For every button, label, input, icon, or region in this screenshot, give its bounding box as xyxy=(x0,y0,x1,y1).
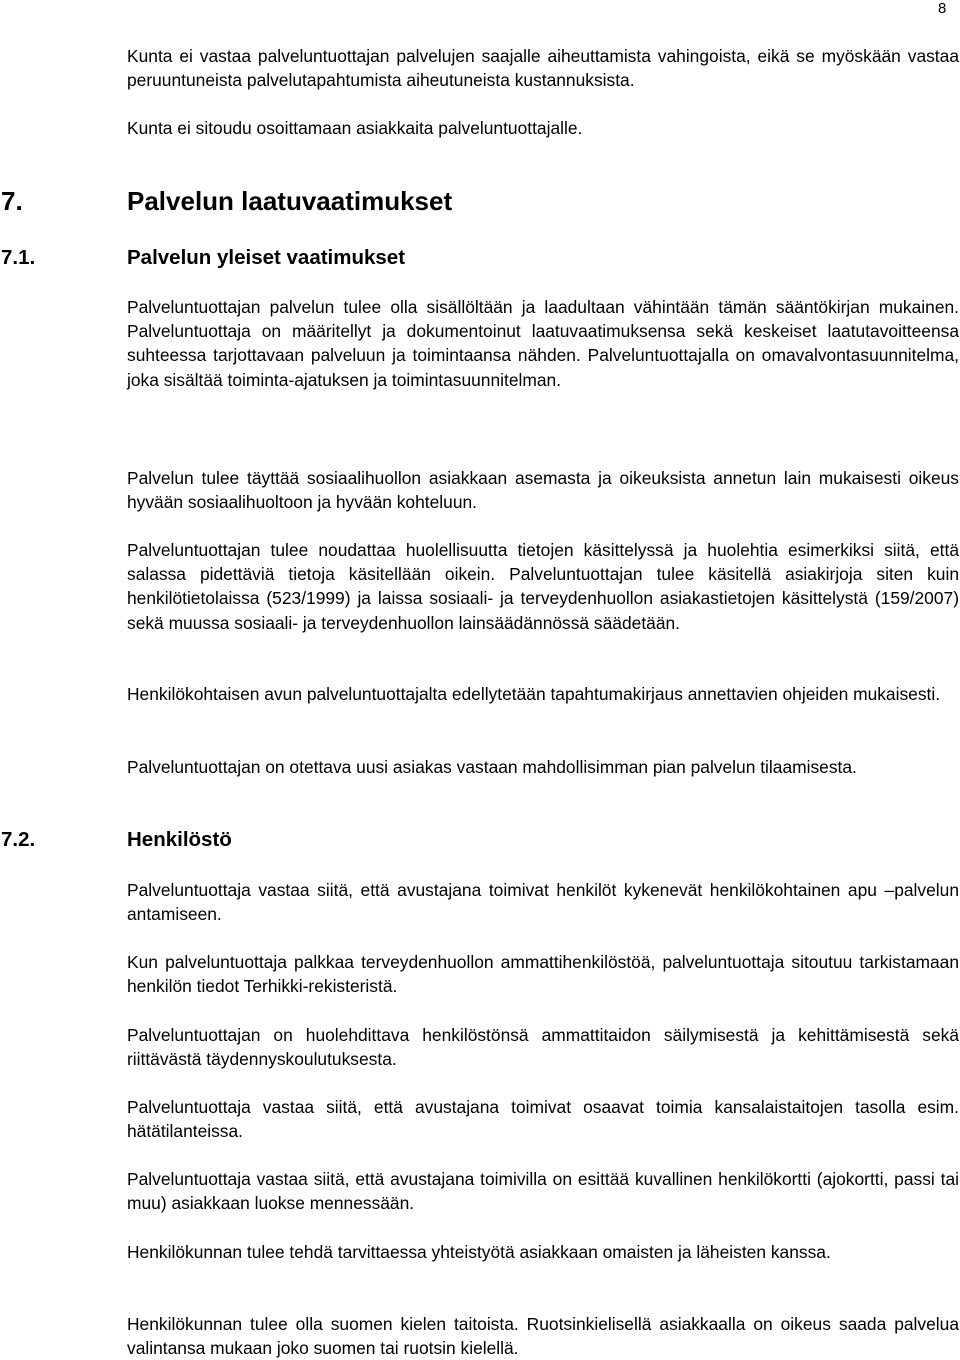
paragraph-social-welfare-rights: Palvelun tulee täyttää sosiaalihuollon asiakkaan asemasta ja oikeuksista annetun lain mukaisesti oikeus hyvään sosiaalihuoltoon ja hyvään kohteluun. xyxy=(127,468,959,513)
paragraph-language-skills: Henkilökunnan tulee olla suomen kielen taitoista. Ruotsinkielisellä asiakkaalla on oikeus saada palvelua valintansa mukaan joko suomen tai ruotsin kielellä. xyxy=(127,1314,959,1359)
page-number: 8 xyxy=(938,0,947,17)
paragraph-no-commitment: Kunta ei sitoudu osoittamaan asiakkaita palveluntuottajalle. xyxy=(127,118,583,138)
section-7-1-number: 7.1. xyxy=(1,246,36,269)
section-7-2-title: Henkilöstö xyxy=(127,828,232,851)
paragraph-cooperation: Henkilökunnan tulee tehdä tarvittaessa yhteistyötä asiakkaan omaisten ja läheisten kanssa. xyxy=(127,1242,831,1262)
section-7-title: Palvelun laatuvaatimukset xyxy=(127,186,453,216)
paragraph-new-client: Palveluntuottajan on otettava uusi asiakas vastaan mahdollisimman pian palvelun tilaamisesta. xyxy=(127,757,857,777)
paragraph-photo-id: Palveluntuottaja vastaa siitä, että avustajana toimivilla on esittää kuvallinen henkilökortti (ajokortti, passi tai muu) asiakkaan luokse mennessään. xyxy=(127,1169,959,1214)
paragraph-training: Palveluntuottajan on huolehdittava henkilöstönsä ammattitaidon säilymisestä ja kehittämisestä sekä riittävästä täydennyskoulutuksesta. xyxy=(127,1025,959,1070)
paragraph-data-processing: Palveluntuottajan tulee noudattaa huolellisuutta tietojen käsittelyssä ja huolehtia esimerkiksi siitä, että salassa pidettäviä tietoja käsitellään oikein. Palveluntuottajan tulee käsitellä asiakirjoja siten kuin henkilötietolaissa (523/1999) ja laissa sosiaali- ja terveydenhuollon asiakastietojen käsittelystä (159/2007) sekä muussa sosiaali- ja terveydenhuollon lainsäädännössä säädetään. xyxy=(127,540,959,633)
paragraph-staff-capability: Palveluntuottaja vastaa siitä, että avustajana toimivat henkilöt kykenevät henkilökohtainen apu –palvelun antamiseen. xyxy=(127,880,959,925)
paragraph-terhikki-check: Kun palveluntuottaja palkkaa terveydenhuollon ammattihenkilöstöä, palveluntuottaja sitoutuu tarkistamaan henkilön tiedot Terhikki-rekisteristä. xyxy=(127,952,959,997)
paragraph-emergency-skills: Palveluntuottaja vastaa siitä, että avustajana toimivat osaavat toimia kansalaistaitojen tasolla esim. hätätilanteissa. xyxy=(127,1097,959,1142)
paragraph-general-requirements: Palveluntuottajan palvelun tulee olla sisällöltään ja laadultaan vähintään tämän sääntökirjan mukainen. Palveluntuottaja on määritellyt ja dokumentoinut laatuvaatimuksensa sekä keskeiset laatutavoitteensa suhteessa tarjottavaan palveluun ja toimintaansa nähden. Palveluntuottajalla on omavalvontasuunnitelma, joka sisältää toiminta-ajatuksen ja toimintasuunnitelman. xyxy=(127,297,959,390)
paragraph-event-logging: Henkilökohtaisen avun palveluntuottajalta edellytetään tapahtumakirjaus annettavien ohjeiden mukaisesti. xyxy=(127,684,941,704)
section-7-number: 7. xyxy=(1,186,23,216)
paragraph-liability: Kunta ei vastaa palveluntuottajan palvelujen saajalle aiheuttamista vahingoista, eikä se myöskään vastaa peruuntuneista palvelutapahtumista aiheutuneista kustannuksista. xyxy=(127,46,959,91)
section-7-1-title: Palvelun yleiset vaatimukset xyxy=(127,246,406,269)
section-7-2-number: 7.2. xyxy=(1,828,36,851)
